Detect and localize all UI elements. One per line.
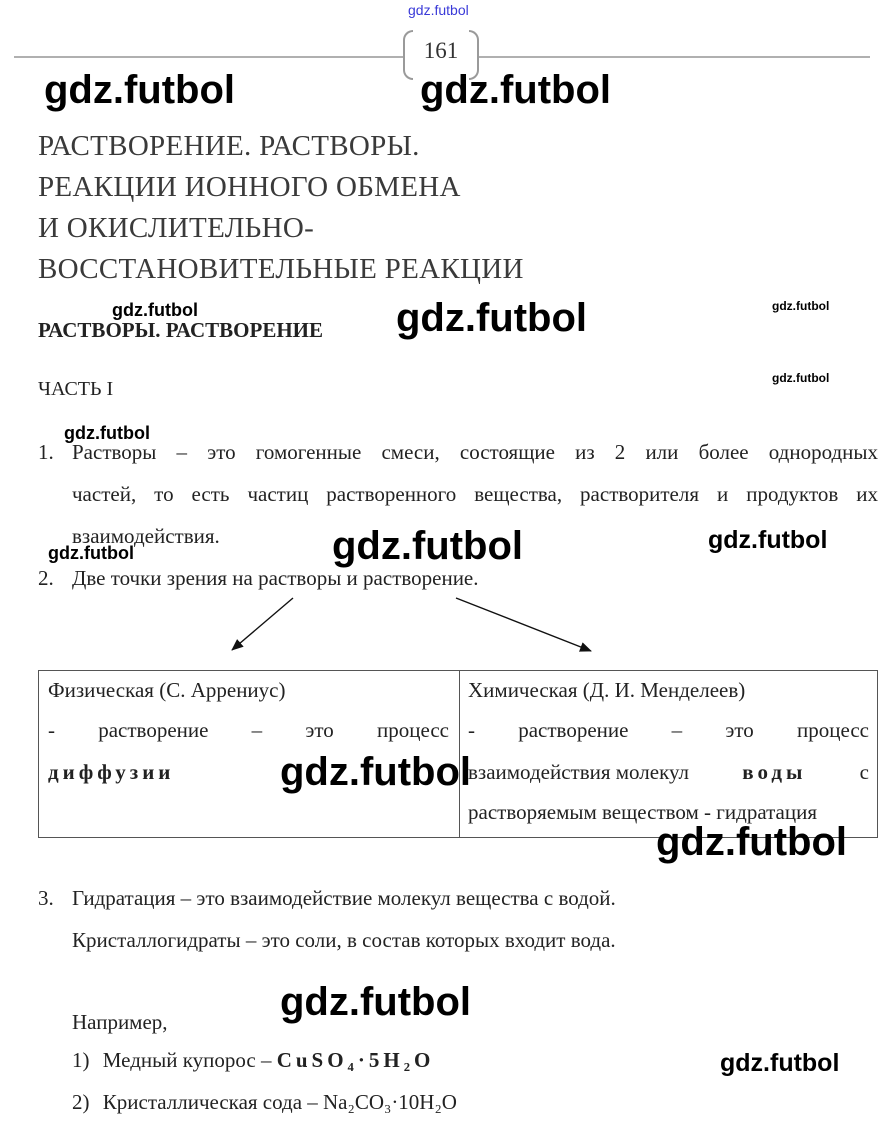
table-left-line: - растворение – это процесс: [48, 718, 449, 742]
watermark: gdz.futbol: [44, 68, 236, 112]
item1-line: взаимодействия.: [72, 524, 220, 548]
watermark: gdz.futbol: [112, 300, 198, 320]
chapter-title-line: ВОССТАНОВИТЕЛЬНЫЕ РЕАКЦИИ: [38, 253, 524, 285]
watermark: gdz.futbol: [396, 296, 588, 340]
example-label: Например,: [72, 1010, 168, 1034]
watermark-top: gdz.futbol: [408, 2, 469, 18]
watermark: gdz.futbol: [332, 524, 524, 568]
item-number: 2.: [38, 566, 54, 590]
watermark: gdz.futbol: [48, 543, 134, 563]
item-number: 3.: [38, 886, 54, 910]
watermark: gdz.futbol: [656, 820, 848, 864]
page-number: 161: [423, 38, 459, 63]
watermark: gdz.futbol: [720, 1049, 840, 1077]
item1-line: Растворы – это гомогенные смеси, состоящие из 2 или более однородных: [72, 440, 878, 464]
chapter-title-line: РЕАКЦИИ ИОННОГО ОБМЕНА: [38, 171, 461, 203]
arrow-right: [456, 598, 591, 651]
table-right-text: с: [859, 760, 869, 784]
item-number: 1.: [38, 440, 54, 464]
watermark: gdz.futbol: [280, 750, 472, 794]
watermark: gdz.futbol: [772, 371, 830, 385]
watermark: gdz.futbol: [64, 423, 150, 443]
watermark: gdz.futbol: [772, 299, 830, 313]
example-number: 2): [72, 1090, 90, 1114]
example-item: [72, 1090, 457, 1115]
watermark: gdz.futbol: [420, 68, 612, 112]
table-right-header: Химическая (Д. И. Менделеев): [468, 678, 746, 702]
example-formula: Na₂CO₃·10H₂O: [323, 1090, 457, 1114]
table-left-header: Физическая (С. Аррениус): [48, 678, 286, 702]
table-right-line: растворяемым веществом - гидратация: [468, 800, 817, 824]
item2-text: Две точки зрения на растворы и растворение.: [72, 566, 479, 590]
chapter-title-line: РАСТВОРЕНИЕ. РАСТВОРЫ.: [38, 130, 420, 162]
example-name: Медный купорос –: [102, 1048, 277, 1072]
example-formula: CuSO₄·5H₂O: [276, 1048, 435, 1072]
table-right-text: взаимодействия молекул: [468, 760, 690, 784]
watermark: gdz.futbol: [708, 526, 828, 554]
chapter-title-line: И ОКИСЛИТЕЛЬНО-: [38, 212, 315, 244]
table-right-line: - растворение – это процесс: [468, 718, 869, 742]
part-title: ЧАСТЬ I: [38, 378, 114, 400]
table-right-line2: [468, 760, 869, 785]
arrow-left: [232, 598, 293, 650]
table-right-term: воды: [742, 760, 807, 784]
item3-line: Гидратация – это взаимодействие молекул вещества с водой.: [72, 886, 616, 910]
example-item: [72, 1048, 434, 1073]
item3-line: Кристаллогидраты – это соли, в состав которых входит вода.: [72, 928, 616, 952]
example-number: 1): [72, 1048, 90, 1072]
example-name: Кристаллическая сода –: [102, 1090, 324, 1114]
section-title: РАСТВОРЫ. РАСТВОРЕНИЕ: [38, 318, 324, 342]
watermark: gdz.futbol: [280, 980, 472, 1024]
item1-line: частей, то есть частиц растворенного вещества, растворителя и продуктов их: [72, 482, 878, 506]
table-left-term: диффузии: [48, 760, 175, 784]
